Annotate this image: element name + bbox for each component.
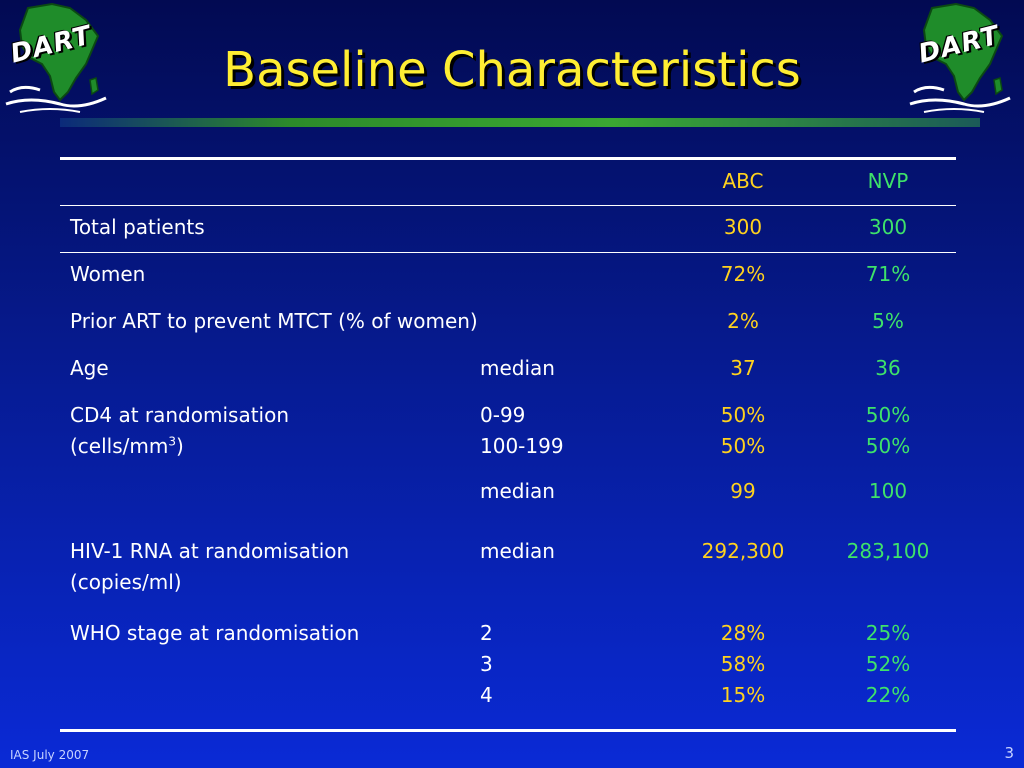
row-hiv-label: HIV-1 RNA at randomisation <box>70 539 350 563</box>
row-who-nvp-3: 22% <box>865 683 911 707</box>
row-hiv-unit: (copies/ml) <box>70 570 182 594</box>
row-who-sub-1: 2 <box>480 621 493 645</box>
footer-event: IAS July 2007 <box>10 748 90 762</box>
row-cd4-sub-3: median <box>480 479 555 503</box>
row-cd4-sub-1: 0-99 <box>480 403 526 427</box>
header-rule <box>60 205 956 206</box>
slide-title: Baseline Characteristics <box>223 42 801 98</box>
row-cd4-unit: $(cells/mm^3)$ <box>70 434 184 458</box>
row-who-sub-2: 3 <box>480 652 493 676</box>
row-cd4-nvp-3: 100 <box>868 479 908 503</box>
row-cd4-abc-3: 99 <box>730 479 756 503</box>
row-total-label: Total patients <box>70 215 205 239</box>
page-number: 3 <box>1004 744 1014 762</box>
row-cd4-label: CD4 at randomisation <box>70 403 290 427</box>
row-age-label: Age <box>70 356 109 380</box>
row-cd4-abc-1: 50% <box>720 403 766 427</box>
row-cd4-nvp-2: 50% <box>865 434 911 458</box>
row-who-nvp-2: 52% <box>865 652 911 676</box>
row-age-nvp: 36 <box>875 356 901 380</box>
row-age-sub: median <box>480 356 555 380</box>
row-cd4-nvp-1: 50% <box>865 403 911 427</box>
logo-text: DART <box>915 20 1003 70</box>
row-women-nvp: 71% <box>865 262 911 286</box>
row-who-sub-3: 4 <box>480 683 493 707</box>
row-prior-art-abc: 2% <box>727 309 759 333</box>
row-cd4-abc-2: 50% <box>720 434 766 458</box>
table-top-rule <box>60 157 956 160</box>
row-hiv-abc: 292,300 <box>701 539 785 563</box>
total-rule <box>60 252 956 253</box>
row-age-abc: 37 <box>730 356 756 380</box>
row-who-abc-3: 15% <box>720 683 766 707</box>
row-prior-art-label: Prior ART to prevent MTCT (% of women) <box>70 309 478 333</box>
row-women-label: Women <box>70 262 146 286</box>
title-divider <box>60 118 980 127</box>
row-prior-art-nvp: 5% <box>872 309 904 333</box>
row-women-abc: 72% <box>720 262 766 286</box>
row-hiv-nvp: 283,100 <box>846 539 930 563</box>
row-total-abc: 300 <box>723 215 763 239</box>
row-cd4-sub-2: 100-199 <box>480 434 564 458</box>
row-who-label: WHO stage at randomisation <box>70 621 360 645</box>
row-total-nvp: 300 <box>868 215 908 239</box>
header-nvp: NVP <box>867 169 909 193</box>
row-who-abc-2: 58% <box>720 652 766 676</box>
logo-text: DART <box>7 20 95 70</box>
row-who-abc-1: 28% <box>720 621 766 645</box>
table-bottom-rule <box>60 729 956 732</box>
row-hiv-sub: median <box>480 539 555 563</box>
header-abc: ABC <box>722 169 764 193</box>
row-who-nvp-1: 25% <box>865 621 911 645</box>
